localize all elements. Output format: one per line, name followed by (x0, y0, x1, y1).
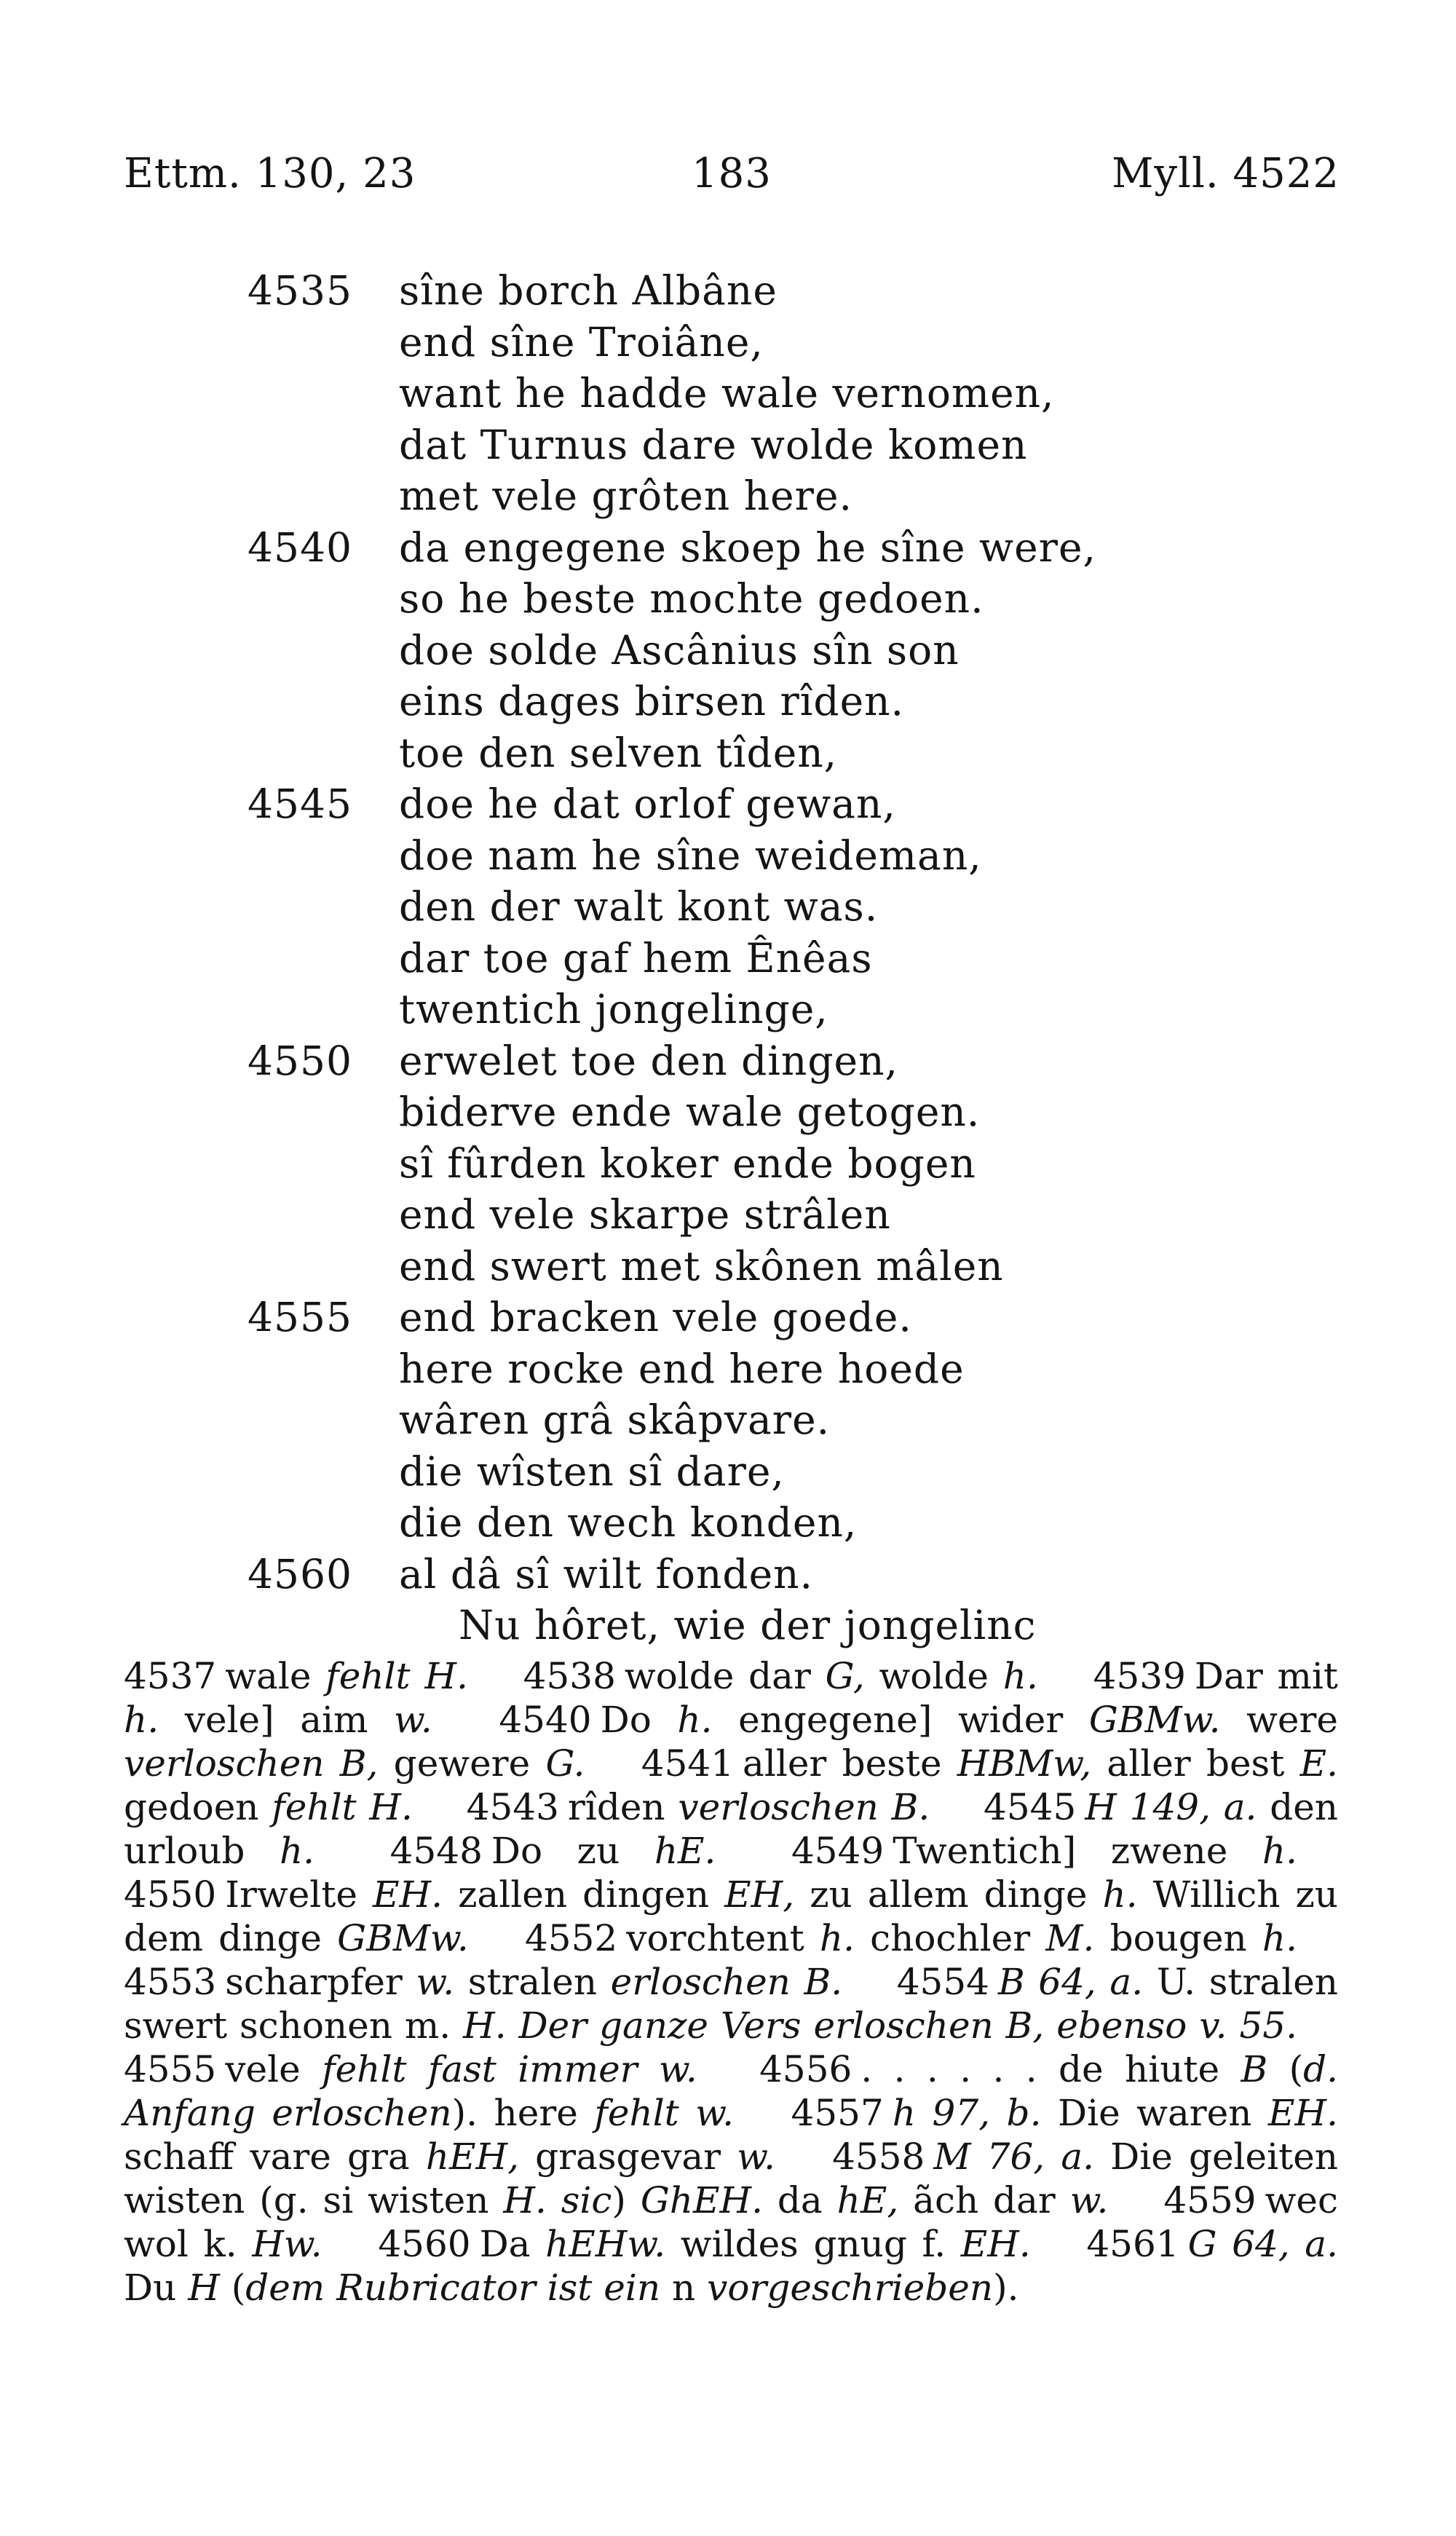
verse-line (0, 933, 1456, 984)
verse-line (0, 1446, 1456, 1498)
note-text: stralen (454, 1961, 611, 2003)
verse-line (0, 778, 1456, 830)
note-siglum: verloschen B, (124, 1742, 379, 1785)
note-text: wolde dar (624, 1655, 826, 1697)
verse-line (0, 984, 1456, 1035)
note-text: Willich zu dem dinge (124, 1873, 1339, 1959)
note-siglum: GBMw. (337, 1917, 469, 1959)
verse-line (0, 573, 1456, 625)
verse-text-line: eins dages birsen rîden. (399, 678, 905, 724)
verse-line (0, 1497, 1456, 1549)
note-text: scharpfer (225, 1961, 416, 2003)
note-text: schaff vare gra (124, 2136, 426, 2178)
verse-text-line: al dâ sî wilt fonden. (399, 1550, 814, 1597)
note-siglum: w. (416, 1961, 455, 2003)
note-text: rîden (567, 1786, 678, 1828)
verse-text-line: da engegene skoep he sîne were, (399, 524, 1096, 571)
verse-text-line: twentich jongelinge, (399, 986, 828, 1032)
note-text: ( (219, 2267, 246, 2309)
note-siglum: HBMw, (957, 1742, 1092, 1785)
note-siglum: h. (819, 1917, 855, 1959)
note-siglum: M 76, a. (933, 2136, 1095, 2178)
note-text: zu allem dinge (794, 1873, 1103, 1916)
note-siglum: GBMw. (1088, 1699, 1221, 1741)
verse-line (0, 1600, 1456, 1651)
note-text: gewere (378, 1742, 546, 1785)
note-text: Die geleiten wisten (g. si wisten (124, 2136, 1338, 2221)
note-text: . . . . . . de hiute (860, 2048, 1241, 2090)
note-siglum: hEHw. (545, 2223, 666, 2265)
verse-line (0, 368, 1456, 419)
verse-text-line: met vele grôten here. (399, 473, 852, 519)
verse-line (0, 727, 1456, 779)
note-line-number: 4543 (466, 1786, 559, 1828)
apparatus-note (378, 2223, 1030, 2265)
verse-text-line: den der walt kont was. (399, 883, 879, 930)
verse-line (0, 625, 1456, 676)
note-text: wolde (864, 1655, 1003, 1697)
note-text: wildes gnug f. (665, 2223, 961, 2265)
note-line-number: 4539 (1093, 1655, 1186, 1697)
note-siglum: h. (279, 1830, 315, 1872)
verse-text-line: sîne borch Albâne (399, 267, 778, 314)
note-text: ãch dar (898, 2179, 1070, 2221)
line-number: 4535 (248, 267, 352, 314)
note-line-number: 4552 (525, 1917, 618, 1959)
verse-line (0, 830, 1456, 882)
verse-text-line: here rocke end here hoede (399, 1345, 965, 1392)
note-text: Da (479, 2223, 546, 2265)
note-siglum: EH. (960, 2223, 1031, 2265)
apparatus-note (124, 2048, 697, 2090)
note-text: Die waren (1041, 2092, 1268, 2134)
verse-line (0, 419, 1456, 471)
note-text: da (762, 2179, 837, 2221)
verse-text-line: toe den selven tîden, (399, 729, 838, 776)
apparatus-note (523, 1655, 1038, 1697)
note-line-number: 4557 (791, 2092, 884, 2134)
note-line-number: 4555 (124, 2048, 217, 2090)
note-text: were (1220, 1699, 1338, 1741)
note-line-number: 4550 (124, 1873, 217, 1916)
verse-text-line: die den wech konden, (399, 1499, 858, 1546)
note-siglum: h. (1002, 1655, 1038, 1697)
header-edition-reference: Ettm. 130, 23 (124, 150, 416, 197)
line-number: 4550 (248, 1037, 352, 1084)
note-line-number: 4545 (984, 1786, 1077, 1828)
note-siglum: h. (677, 1699, 713, 1741)
note-text: vele (225, 2048, 323, 2090)
apparatus-note (124, 1655, 468, 1697)
note-text: n (660, 2267, 708, 2309)
note-line-number: 4559 (1163, 2179, 1257, 2221)
verse-text-line: doe nam he sîne weideman, (399, 831, 982, 879)
verse-line (0, 1035, 1456, 1087)
verse-text-line: end bracken vele goede. (399, 1294, 912, 1340)
verse-line (0, 1189, 1456, 1241)
verse-line (0, 1292, 1456, 1343)
note-text: wec wol k. (124, 2179, 1338, 2265)
critical-apparatus (124, 1654, 1338, 2310)
note-line-number: 4561 (1086, 2223, 1179, 2265)
verse-text-line: wâren grâ skâpvare. (399, 1397, 831, 1443)
line-number: 4560 (248, 1550, 352, 1597)
note-text: ) (612, 2179, 641, 2221)
note-siglum: M. (1045, 1917, 1095, 1959)
note-siglum: w. (737, 2136, 775, 2178)
verse-line (0, 881, 1456, 933)
note-text: chochler (854, 1917, 1046, 1959)
note-siglum: h. (124, 1699, 159, 1741)
note-text: Irwelte (225, 1873, 373, 1916)
note-siglum: fehlt H. (272, 1786, 413, 1828)
note-text: Do (600, 1699, 678, 1741)
note-siglum: B (1241, 2048, 1268, 2090)
note-siglum: w. (394, 1699, 432, 1741)
note-text: Twentich] zwene (893, 1830, 1262, 1872)
apparatus-note (390, 1830, 716, 1872)
note-siglum: verloschen B. (678, 1786, 930, 1828)
note-siglum: B 64, a. (997, 1961, 1144, 2003)
note-line-number: 4554 (896, 1961, 989, 2003)
note-siglum: G. (545, 1742, 585, 1785)
verse-line (0, 522, 1456, 574)
note-text: den urloub (124, 1786, 1338, 1872)
verse-text-line: want he hadde wale vernomen, (399, 370, 1055, 416)
note-text: wale (225, 1655, 326, 1697)
verse-text-line: doe he dat orlof gewan, (399, 781, 896, 827)
header-manuscript-reference: Myll. 4522 (1112, 150, 1340, 197)
line-number: 4555 (248, 1294, 352, 1340)
note-siglum: d. Anfang erloschen (124, 2048, 1339, 2134)
note-siglum: vorgeschrieben (707, 2267, 994, 2309)
note-text: ). here (451, 2092, 595, 2134)
verse-line (0, 1086, 1456, 1138)
line-number: 4540 (248, 524, 352, 571)
note-siglum: h. (1102, 1873, 1138, 1916)
verse-text-line: biderve ende wale getogen. (399, 1089, 981, 1135)
verse-text-line: dar toe gaf hem Ênêas (399, 934, 873, 981)
note-siglum: h. (1262, 1830, 1297, 1872)
note-text: gedoen (124, 1786, 272, 1828)
note-siglum: hE, (836, 2179, 899, 2221)
apparatus-note (467, 1786, 930, 1828)
note-siglum: EH, (724, 1873, 795, 1916)
note-siglum: H. sic (503, 2179, 612, 2221)
note-siglum: G, (825, 1655, 865, 1697)
note-siglum: hEH, (425, 2136, 520, 2178)
note-line-number: 4558 (832, 2136, 925, 2178)
note-siglum: GhEH. (640, 2179, 763, 2221)
verse-text-line: end sîne Troiâne, (399, 318, 764, 366)
verse-text-line: Nu hôret, wie der jongelinc (459, 1602, 1037, 1648)
note-line-number: 4537 (124, 1655, 217, 1697)
note-line-number: 4549 (791, 1830, 885, 1872)
running-header (124, 150, 1340, 208)
apparatus-note (124, 1961, 842, 2003)
verse-text-line: erwelet toe den dingen, (399, 1037, 898, 1084)
note-siglum: fehlt fast immer w. (322, 2048, 697, 2090)
verse-line (0, 265, 1456, 317)
verse-text-line: end vele skarpe strâlen (399, 1191, 891, 1238)
note-siglum: erloschen B. (610, 1961, 843, 2003)
apparatus-note (791, 1830, 1297, 1872)
note-text: grasgevar (519, 2136, 737, 2178)
verse-text-line: die wîsten sî dare, (399, 1447, 785, 1495)
note-line-number: 4538 (523, 1655, 616, 1697)
note-siglum: H 149, a. (1085, 1786, 1257, 1828)
note-line-number: 4548 (389, 1830, 483, 1872)
note-siglum: h. (1262, 1917, 1298, 1959)
verse-text-line: sî fûrden koker ende bogen (399, 1139, 976, 1187)
verse-text-line: doe solde Ascânius sîn son (399, 626, 960, 673)
note-siglum: w. (1069, 2179, 1109, 2221)
note-siglum: dem Rubricator ist ein (245, 2267, 661, 2309)
note-siglum: fehlt H. (325, 1655, 468, 1697)
note-line-number: 4560 (378, 2223, 471, 2265)
note-siglum: ebenso v. 55. (1056, 2004, 1297, 2047)
note-text: bougen (1094, 1917, 1262, 1959)
page-number: 183 (692, 150, 772, 197)
verse-line (0, 1241, 1456, 1292)
note-siglum: G 64, a. (1187, 2223, 1338, 2265)
note-text: vele] aim (159, 1699, 395, 1741)
note-line-number: 4556 (759, 2048, 852, 2090)
note-text: Du (124, 2267, 189, 2309)
note-line-number: 4553 (124, 1961, 217, 2003)
note-text: Do zu (491, 1830, 654, 1872)
note-text (1044, 2004, 1056, 2047)
note-text: aller beste (743, 1742, 957, 1785)
note-text: zallen dingen (443, 1873, 725, 1916)
note-text: engegene] wider (712, 1699, 1089, 1741)
verse-line (0, 1343, 1456, 1395)
verse-line (0, 317, 1456, 368)
note-text: aller best (1091, 1742, 1300, 1785)
note-siglum: fehlt w. (594, 2092, 735, 2134)
verse-line (0, 470, 1456, 522)
line-number: 4545 (248, 781, 352, 827)
note-siglum: H (188, 2267, 220, 2309)
note-text: vorchtent (626, 1917, 820, 1959)
note-text: ( (1267, 2048, 1304, 2090)
apparatus-note (525, 1917, 1297, 1959)
note-text: Dar mit (1194, 1655, 1338, 1697)
note-text: ). (993, 2267, 1019, 2309)
note-siglum: hE. (654, 1830, 716, 1872)
verse-line (0, 1549, 1456, 1600)
verse-line (0, 1138, 1456, 1190)
verse-text-line: so he beste mochte gedoen. (399, 575, 984, 622)
note-siglum: EH. (373, 1873, 443, 1916)
verse-text-line: end swert met skônen mâlen (399, 1242, 1004, 1289)
verse-line (0, 1394, 1456, 1446)
note-siglum: EH. (1268, 2092, 1338, 2134)
note-text: U. stralen swert schonen m. (124, 1961, 1338, 2047)
verse-text (0, 265, 1456, 1651)
note-siglum: H. Der ganze Vers erloschen B, (463, 2004, 1045, 2047)
note-line-number: 4540 (499, 1699, 592, 1741)
note-siglum: h 97, b. (892, 2092, 1042, 2134)
note-siglum: E. (1299, 1742, 1338, 1785)
note-line-number: 4541 (641, 1742, 735, 1785)
note-siglum: Hw. (252, 2223, 323, 2265)
verse-line (0, 676, 1456, 727)
verse-text-line: dat Turnus dare wolde komen (399, 421, 1028, 468)
